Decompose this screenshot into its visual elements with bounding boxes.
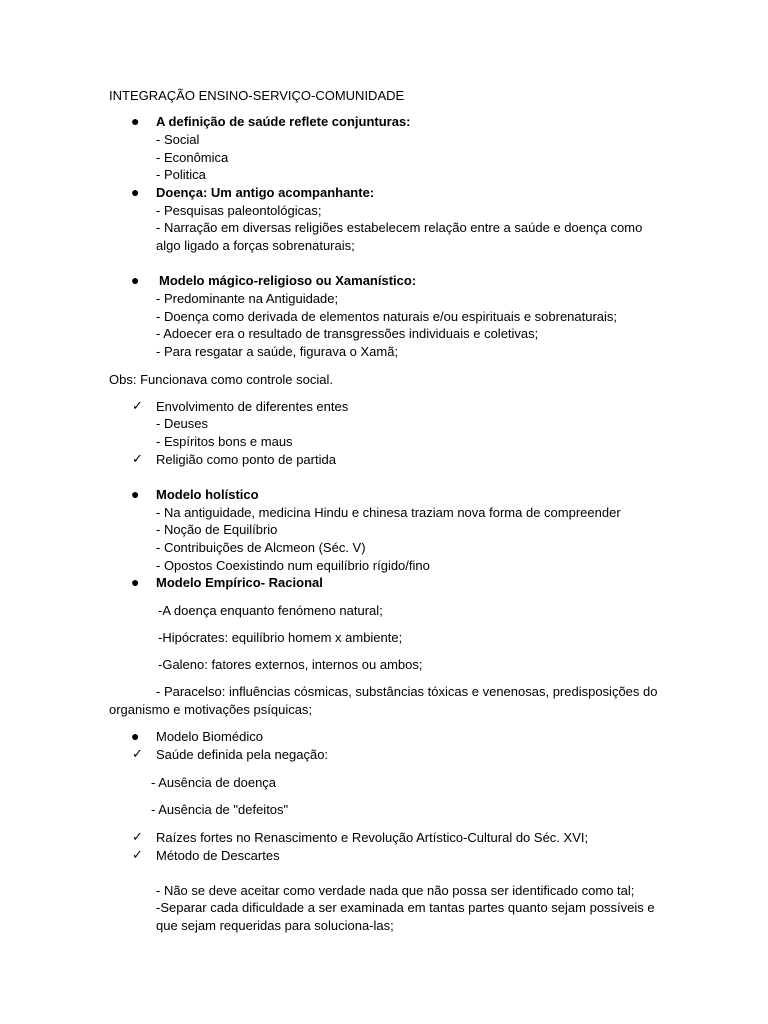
list-item: -Galeno: fatores externos, internos ou ambos; — [158, 657, 423, 672]
check-item-heading: Raízes fortes no Renascimento e Revolução Artístico-Cultural do Séc. XVI; — [156, 830, 589, 845]
check-item-heading: Religião como ponto de partida — [156, 452, 336, 467]
section-heading-biomedical-model: Modelo Biomédico — [156, 729, 263, 744]
bullet-marker: ● — [131, 113, 140, 129]
observation-note: Obs: Funcionava como controle social. — [109, 372, 333, 387]
bullet-marker: ● — [131, 728, 140, 744]
checkmark-icon: ✓ — [132, 829, 143, 844]
section-heading-empirical-rational-model: Modelo Empírico- Racional — [156, 575, 323, 590]
list-item: -Hipócrates: equilíbrio homem x ambiente; — [158, 630, 403, 645]
list-item: algo ligado a forças sobrenaturais; — [156, 238, 355, 253]
bullet-marker: ● — [131, 486, 140, 502]
list-item: organismo e motivações psíquicas; — [109, 702, 313, 717]
list-item: -Separar cada dificuldade a ser examinada em tantas partes quanto sejam possíveis e — [156, 900, 655, 915]
section-heading-holistic-model: Modelo holístico — [156, 487, 259, 502]
bullet-marker: ● — [131, 574, 140, 590]
list-item: - Doença como derivada de elementos naturais e/ou espirituais e sobrenaturais; — [156, 309, 618, 324]
check-item-heading: Envolvimento de diferentes entes — [156, 399, 349, 414]
list-item: - Paracelso: influências cósmicas, substâncias tóxicas e venenosas, predisposições do — [156, 684, 658, 699]
list-item: - Na antiguidade, medicina Hindu e chinesa traziam nova forma de compreender — [156, 505, 621, 520]
list-item: - Opostos Coexistindo num equilíbrio rígido/fino — [156, 558, 430, 573]
list-item: - Ausência de doença — [151, 775, 277, 790]
list-item: - Politica — [156, 167, 206, 182]
list-item: - Narração em diversas religiões estabelecem relação entre a saúde e doença como — [156, 220, 643, 235]
check-item-heading: Método de Descartes — [156, 848, 280, 863]
list-item: - Espíritos bons e maus — [156, 434, 293, 449]
checkmark-icon: ✓ — [132, 847, 143, 862]
checkmark-icon: ✓ — [132, 398, 143, 413]
list-item: - Contribuições de Alcmeon (Séc. V) — [156, 540, 366, 555]
bullet-marker: ● — [131, 272, 140, 288]
list-item: -A doença enquanto fenómeno natural; — [158, 603, 383, 618]
checkmark-icon: ✓ — [132, 746, 143, 761]
list-item: - Para resgatar a saúde, figurava o Xamã; — [156, 344, 399, 359]
list-item: - Não se deve aceitar como verdade nada que não possa ser identificado como tal; — [156, 883, 635, 898]
section-heading-health-definition: A definição de saúde reflete conjunturas: — [156, 114, 411, 129]
section-heading-disease: Doença: Um antigo acompanhante: — [156, 185, 375, 200]
checkmark-icon: ✓ — [132, 451, 143, 466]
list-item: - Econômica — [156, 150, 229, 165]
list-item: - Predominante na Antiguidade; — [156, 291, 339, 306]
list-item: - Noção de Equilíbrio — [156, 522, 278, 537]
document-title: INTEGRAÇÃO ENSINO-SERVIÇO-COMUNIDADE — [109, 88, 405, 103]
check-item-heading: Saúde definida pela negação: — [156, 747, 329, 762]
list-item: - Adoecer era o resultado de transgressões individuais e coletivas; — [156, 326, 539, 341]
list-item: - Deuses — [156, 416, 209, 431]
list-item: - Pesquisas paleontológicas; — [156, 203, 322, 218]
bullet-marker: ● — [131, 184, 140, 200]
section-heading-magic-religious-model: Modelo mágico-religioso ou Xamanístico: — [159, 273, 417, 288]
list-item: - Social — [156, 132, 200, 147]
list-item: - Ausência de "defeitos" — [151, 802, 289, 817]
list-item: que sejam requeridas para soluciona-las; — [156, 918, 394, 933]
